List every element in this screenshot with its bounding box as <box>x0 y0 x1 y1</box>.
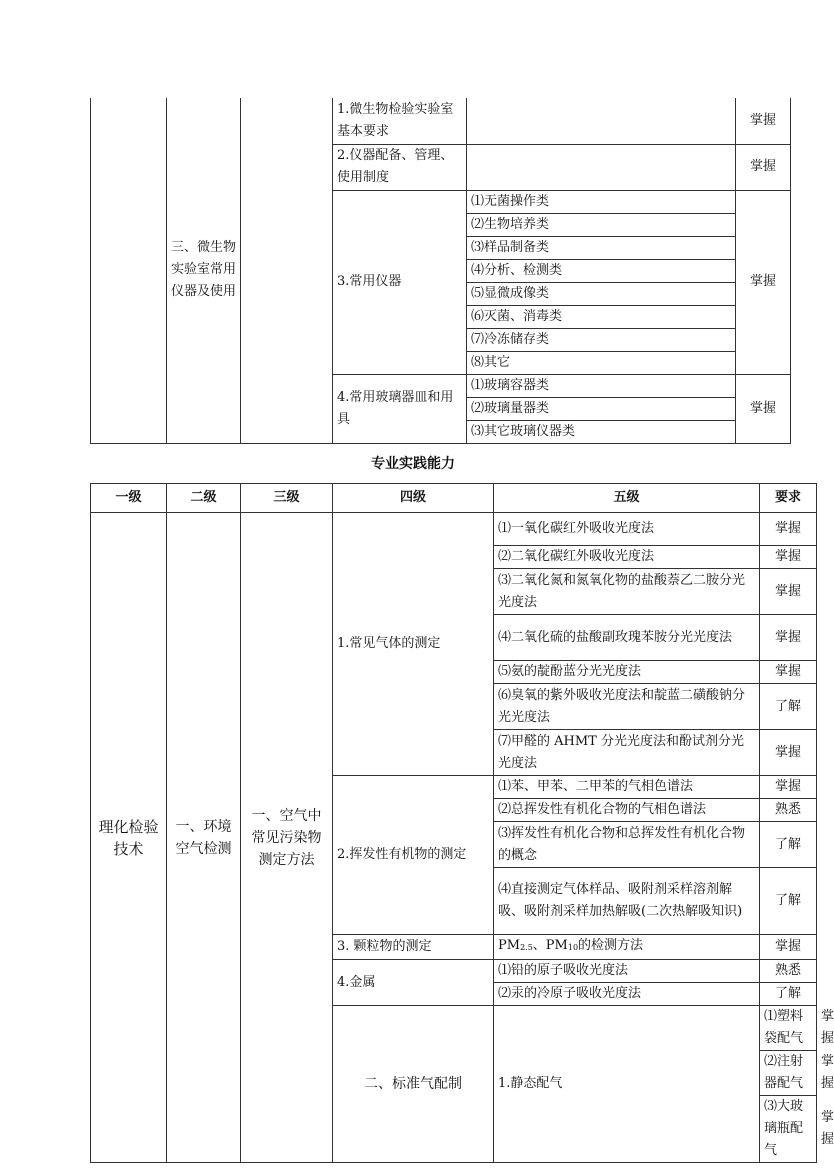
microbio-instrument-table <box>90 98 791 444</box>
level5-cell: ⑶二氧化氮和氮氧化物的盐酸萘乙二胺分光光度法 <box>494 569 760 615</box>
requirement-cell: 掌握 <box>760 730 817 776</box>
level5-cell: ⑺冷冻储存类 <box>467 328 736 351</box>
level5-cell: ⑵玻璃量器类 <box>467 397 736 420</box>
requirement-cell: 掌握 <box>736 374 791 443</box>
level5-cell: ⑶样品制备类 <box>467 236 736 259</box>
level5-cell: ⑷分析、检测类 <box>467 259 736 282</box>
requirement-cell: 了解 <box>760 822 817 868</box>
requirement-cell: 掌握 <box>760 569 817 615</box>
pm-tail: 的检测方法 <box>578 938 644 953</box>
level5-cell <box>467 98 736 144</box>
level5-cell: ⑴铅的原子吸收光度法 <box>494 960 760 983</box>
level5-cell: ⑴一氧化碳红外吸收光度法 <box>494 513 760 546</box>
level2-cell: 三、微生物实验室常用仪器及使用 <box>167 98 241 443</box>
level3-cell: 二、标准气配制 <box>333 1006 494 1163</box>
pm-subscript-a: 2.5 <box>520 943 533 952</box>
requirement-cell: 掌握 <box>760 661 817 684</box>
pm-label-a: PM <box>498 938 521 953</box>
level1-cell: 理化检验技术 <box>91 513 167 1163</box>
requirement-cell: 了解 <box>760 983 817 1006</box>
level4-cell: 2.仪器配备、管理、使用制度 <box>333 144 467 190</box>
level4-cell: 1.静态配气 <box>494 1006 760 1163</box>
level2-cell: 一、环境空气检测 <box>167 513 241 1163</box>
level1-cell <box>91 98 167 443</box>
requirement-cell: 掌握 <box>736 144 791 190</box>
level4-cell: 1.微生物检验实验室基本要求 <box>333 98 467 144</box>
level5-cell: ⑶挥发性有机化合物和总挥发性有机化合物的概念 <box>494 822 760 868</box>
requirement-cell: 了解 <box>760 868 817 935</box>
requirement-cell: 熟悉 <box>760 960 817 983</box>
requirement-cell: 掌握 <box>760 513 817 546</box>
level5-cell: ⑵二氧化碳红外吸收光度法 <box>494 546 760 569</box>
pm-subscript-b: 10 <box>567 943 579 952</box>
header-level4: 四级 <box>333 484 494 513</box>
requirement-cell: 掌握 <box>760 935 817 960</box>
level3-cell: 一、空气中常见污染物测定方法 <box>241 513 333 1163</box>
level5-cell: ⑻其它 <box>467 351 736 374</box>
requirement-cell: 掌握 <box>760 776 817 799</box>
level4-cell: 4.金属 <box>333 960 494 1006</box>
requirement-cell: 了解 <box>760 684 817 730</box>
pm-separator: 、PM <box>532 938 568 953</box>
level5-cell: ⑸显微成像类 <box>467 282 736 305</box>
level4-cell: 2.挥发性有机物的测定 <box>333 776 494 935</box>
section-title: 专业实践能力 <box>371 456 455 472</box>
practice-ability-table: 一级 二级 三级 四级 五级 要求 理化检验技术 一、环境空气检测 一、空气中常见污染物测定方法 1.常见气体的测定 ⑴一氧化碳红外吸收光度法 掌握 ⑵二氧化碳红外吸收光度法 掌握 ⑶二氧化氮和氮氧化物的盐酸萘乙二胺分光光度法 掌握 ⑷二氧化硫的盐酸副玫瑰苯胺分光光度法 掌握 ⑸氨的靛酚蓝分光光度法 掌握 ⑹臭氧的紫外吸收光度法和靛蓝二磺酸钠分光光度法 了解 ⑺甲醛的 AHMT 分光光度法和酚试剂分光光度法 掌握 2.挥发性有机物的测定 ⑴苯、甲苯、二甲苯的气相色谱法 掌握 ⑵总挥发性有机化合物的气相色谱法 熟悉 ⑶挥发性有机化合物和总挥发性有机化合物的概念 了解 ⑷直接测定气体样品、吸附剂采样溶剂解吸、吸附剂采样加热解吸(二次热解吸知识) 了解 3. 颗粒物的测定 $PM_{2.5}$、$PM_{10}$的检测方法 掌握 4.金属 ⑴铅的原子吸收光度法 熟悉 ⑵汞的冷原子吸收光度法 了解 二、标准气配制 1.静态配气 ⑴塑料袋配气 掌握 ⑵注射器配气 掌握 ⑶大玻璃瓶配气 掌握 <box>90 483 817 1163</box>
level3-cell <box>241 98 333 443</box>
level5-cell: ⑶其它玻璃仪器类 <box>467 420 736 443</box>
header-level5: 五级 <box>494 484 760 513</box>
level5-cell: ⑵生物培养类 <box>467 213 736 236</box>
header-level1: 一级 <box>91 484 167 513</box>
level5-cell: ⑵总挥发性有机化合物的气相色谱法 <box>494 799 760 822</box>
level5-cell <box>494 935 760 960</box>
requirement-cell: 掌握 <box>736 98 791 144</box>
level4-cell: 3. 颗粒物的测定 <box>333 935 494 960</box>
level5-cell: ⑹灭菌、消毒类 <box>467 305 736 328</box>
level5-cell: ⑺甲醛的 AHMT 分光光度法和酚试剂分光光度法 <box>494 730 760 776</box>
level5-cell: ⑴玻璃容器类 <box>467 374 736 397</box>
requirement-cell: 掌握 <box>736 190 791 374</box>
level5-cell: ⑴无菌操作类 <box>467 190 736 213</box>
level5-cell: ⑷直接测定气体样品、吸附剂采样溶剂解吸、吸附剂采样加热解吸(二次热解吸知识) <box>494 868 760 935</box>
header-requirement: 要求 <box>760 484 817 513</box>
level5-cell: ⑹臭氧的紫外吸收光度法和靛蓝二磺酸钠分光光度法 <box>494 684 760 730</box>
level5-cell: ⑴塑料袋配气 <box>760 1006 817 1051</box>
level5-cell: ⑵汞的冷原子吸收光度法 <box>494 983 760 1006</box>
level4-cell: 4.常用玻璃器皿和用具 <box>333 374 467 443</box>
header-level3: 三级 <box>241 484 333 513</box>
level5-cell <box>467 144 736 190</box>
requirement-cell: 掌握 <box>760 615 817 661</box>
requirement-cell: 熟悉 <box>760 799 817 822</box>
level5-cell: ⑷二氧化硫的盐酸副玫瑰苯胺分光光度法 <box>494 615 760 661</box>
level5-cell: ⑶大玻璃瓶配气 <box>760 1096 817 1163</box>
level4-cell: 1.常见气体的测定 <box>333 513 494 776</box>
level5-cell: ⑵注射器配气 <box>760 1051 817 1096</box>
header-level2: 二级 <box>167 484 241 513</box>
level5-cell: ⑴苯、甲苯、二甲苯的气相色谱法 <box>494 776 760 799</box>
requirement-cell: 掌握 <box>760 546 817 569</box>
level4-cell: 3.常用仪器 <box>333 190 467 374</box>
level5-cell: ⑸氨的靛酚蓝分光光度法 <box>494 661 760 684</box>
